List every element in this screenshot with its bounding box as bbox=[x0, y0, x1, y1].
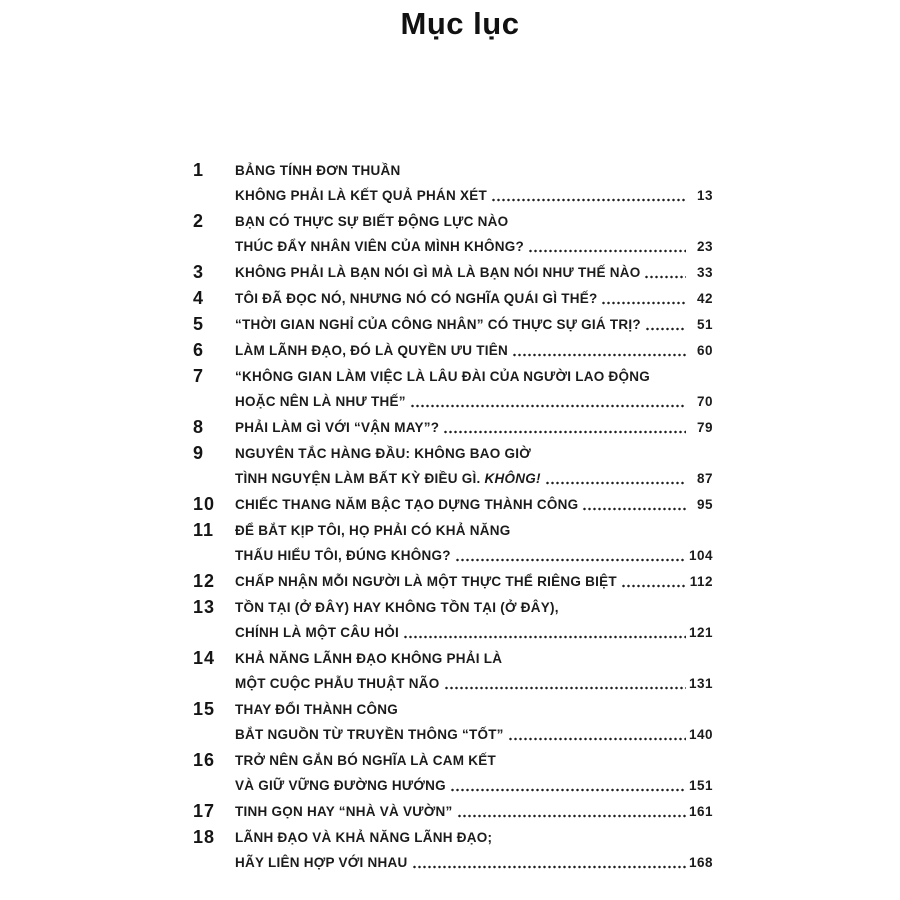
entry-title-line bbox=[235, 338, 713, 363]
entry-title-text: PHẢI LÀM GÌ VỚI “VẬN MAY”? bbox=[235, 420, 440, 435]
chapter-number: 13 bbox=[193, 597, 216, 617]
toc-entry bbox=[193, 697, 713, 747]
page-number: 70 bbox=[696, 394, 713, 409]
entry-title-text: TỒN TẠI (Ở ĐÂY) HAY KHÔNG TỒN TẠI (Ở ĐÂY), bbox=[235, 600, 559, 615]
entry-title-text: KHÔNG PHẢI LÀ KẾT QUẢ PHÁN XÉT bbox=[235, 188, 488, 203]
toc-entry bbox=[193, 364, 713, 414]
entry-title-text: MỘT CUỘC PHẪU THUẬT NÃO bbox=[235, 676, 440, 691]
dot-leader bbox=[444, 671, 686, 696]
toc-entry bbox=[193, 441, 713, 491]
entry-title-line bbox=[235, 722, 713, 747]
toc-entry bbox=[193, 646, 713, 696]
chapter-number: 3 bbox=[193, 262, 205, 282]
entry-title-text: LÃNH ĐẠO VÀ KHẢ NĂNG LÃNH ĐẠO; bbox=[235, 830, 493, 845]
entry-title-text: THẤU HIỂU TÔI, ĐÚNG KHÔNG? bbox=[235, 548, 451, 563]
toc-entry bbox=[193, 415, 713, 440]
entry-title-line bbox=[235, 158, 713, 183]
entry-body bbox=[235, 825, 713, 875]
dot-leader bbox=[582, 492, 686, 517]
entry-title-text: CHIẾC THANG NĂM BẬC TẠO DỰNG THÀNH CÔNG bbox=[235, 497, 579, 512]
entry-title-text: TINH GỌN HAY “NHÀ VÀ VƯỜN” bbox=[235, 804, 453, 819]
toc-entry bbox=[193, 799, 713, 824]
toc-entry bbox=[193, 209, 713, 259]
entry-title-text: KHÔNG PHẢI LÀ BẠN NÓI GÌ MÀ LÀ BẠN NÓI NHƯ THẾ NÀO bbox=[235, 265, 641, 280]
entry-title-line bbox=[235, 183, 713, 208]
entry-title-line bbox=[235, 825, 713, 850]
entry-body bbox=[235, 441, 713, 491]
chapter-number: 8 bbox=[193, 417, 205, 437]
dot-leader bbox=[601, 286, 686, 311]
entry-body bbox=[235, 312, 713, 337]
toc-entry bbox=[193, 595, 713, 645]
entry-body bbox=[235, 158, 713, 208]
entry-title-text: TRỞ NÊN GẮN BÓ NGHĨA LÀ CAM KẾT bbox=[235, 753, 497, 768]
toc-entry bbox=[193, 158, 713, 208]
entry-title-italic-tail: KHÔNG! bbox=[484, 471, 541, 486]
entry-body bbox=[235, 569, 713, 594]
toc-entry bbox=[193, 748, 713, 798]
chapter-number: 12 bbox=[193, 571, 216, 591]
dot-leader bbox=[508, 722, 686, 747]
page-number: 140 bbox=[688, 727, 713, 742]
toc-entry bbox=[193, 569, 713, 594]
entry-title-text: THAY ĐỔI THÀNH CÔNG bbox=[235, 702, 399, 717]
entry-body bbox=[235, 286, 713, 311]
chapter-number: 2 bbox=[193, 211, 205, 231]
entry-body bbox=[235, 338, 713, 363]
entry-body bbox=[235, 595, 713, 645]
toc-entry bbox=[193, 518, 713, 568]
page-number: 104 bbox=[688, 548, 713, 563]
toc-entry bbox=[193, 492, 713, 517]
dot-leader bbox=[528, 234, 686, 259]
chapter-number: 15 bbox=[193, 699, 216, 719]
toc-list bbox=[193, 158, 713, 876]
page-number: 60 bbox=[696, 343, 713, 358]
entry-title-text: HÃY LIÊN HỢP VỚI NHAU bbox=[235, 855, 408, 870]
entry-body bbox=[235, 492, 713, 517]
entry-body bbox=[235, 799, 713, 824]
dot-leader bbox=[443, 415, 686, 440]
entry-title-line bbox=[235, 209, 713, 234]
dot-leader bbox=[410, 389, 686, 414]
chapter-number: 16 bbox=[193, 750, 216, 770]
entry-body bbox=[235, 415, 713, 440]
entry-title-line bbox=[235, 286, 713, 311]
entry-title-line bbox=[235, 620, 713, 645]
entry-body bbox=[235, 260, 713, 285]
entry-title-line bbox=[235, 364, 713, 389]
entry-title-line bbox=[235, 850, 713, 875]
chapter-number: 4 bbox=[193, 288, 205, 308]
entry-title-line bbox=[235, 234, 713, 259]
page-number: 33 bbox=[696, 265, 713, 280]
entry-title-text: KHẢ NĂNG LÃNH ĐẠO KHÔNG PHẢI LÀ bbox=[235, 651, 503, 666]
chapter-number: 6 bbox=[193, 340, 205, 360]
dot-leader bbox=[644, 260, 686, 285]
page-title: Mục lục bbox=[400, 6, 520, 41]
entry-title-text: TÌNH NGUYỆN LÀM BẤT KỲ ĐIỀU GÌ. bbox=[235, 471, 481, 486]
dot-leader bbox=[645, 312, 686, 337]
entry-title-line bbox=[235, 312, 713, 337]
entry-title-text: BẢNG TÍNH ĐƠN THUẦN bbox=[235, 163, 401, 178]
entry-body bbox=[235, 646, 713, 696]
entry-title-line bbox=[235, 697, 713, 722]
toc-entry bbox=[193, 338, 713, 363]
dot-leader bbox=[412, 850, 686, 875]
page-number: 151 bbox=[688, 778, 713, 793]
toc-entry bbox=[193, 825, 713, 875]
entry-body bbox=[235, 364, 713, 414]
dot-leader bbox=[545, 466, 686, 491]
entry-title-text: BẠN CÓ THỰC SỰ BIẾT ĐỘNG LỰC NÀO bbox=[235, 214, 509, 229]
dot-leader bbox=[457, 799, 686, 824]
entry-body bbox=[235, 209, 713, 259]
dot-leader bbox=[491, 183, 686, 208]
dot-leader bbox=[450, 773, 686, 798]
entry-title-text: BẮT NGUỒN TỪ TRUYỀN THÔNG “TỐT” bbox=[235, 727, 504, 742]
entry-title-text: TÔI ĐÃ ĐỌC NÓ, NHƯNG NÓ CÓ NGHĨA QUÁI GÌ THẾ? bbox=[235, 291, 598, 306]
chapter-number: 7 bbox=[193, 366, 205, 386]
toc-entry bbox=[193, 312, 713, 337]
page-number: 23 bbox=[696, 239, 713, 254]
entry-title-line bbox=[235, 748, 713, 773]
page-number: 13 bbox=[696, 188, 713, 203]
entry-title-text: NGUYÊN TẮC HÀNG ĐẦU: KHÔNG BAO GIỜ bbox=[235, 446, 532, 461]
entry-title-text: “KHÔNG GIAN LÀM VIỆC LÀ LÂU ĐÀI CỦA NGƯỜI LAO ĐỘNG bbox=[235, 369, 650, 384]
toc-entry bbox=[193, 286, 713, 311]
entry-title-line bbox=[235, 260, 713, 285]
page-number: 95 bbox=[696, 497, 713, 512]
entry-title-text: ĐỂ BẮT KỊP TÔI, HỌ PHẢI CÓ KHẢ NĂNG bbox=[235, 523, 511, 538]
toc-entry bbox=[193, 260, 713, 285]
entry-title-line bbox=[235, 569, 713, 594]
entry-title-text: LÀM LÃNH ĐẠO, ĐÓ LÀ QUYỀN ƯU TIÊN bbox=[235, 343, 508, 358]
entry-title-text: HOẶC NÊN LÀ NHƯ THẾ” bbox=[235, 394, 406, 409]
chapter-number: 1 bbox=[193, 160, 205, 180]
entry-title-line bbox=[235, 389, 713, 414]
chapter-number: 17 bbox=[193, 801, 216, 821]
dot-leader bbox=[512, 338, 686, 363]
entry-body bbox=[235, 518, 713, 568]
entry-body bbox=[235, 748, 713, 798]
dot-leader bbox=[455, 543, 686, 568]
page-number: 121 bbox=[688, 625, 713, 640]
entry-title-text: “THỜI GIAN NGHỈ CỦA CÔNG NHÂN” CÓ THỰC SỰ GIÁ TRỊ? bbox=[235, 317, 641, 332]
page-number: 168 bbox=[688, 855, 713, 870]
entry-title-line bbox=[235, 799, 713, 824]
entry-title-line bbox=[235, 646, 713, 671]
page-number: 42 bbox=[696, 291, 713, 306]
entry-title-text: VÀ GIỮ VỮNG ĐƯỜNG HƯỚNG bbox=[235, 778, 446, 793]
dot-leader bbox=[621, 569, 686, 594]
entry-body bbox=[235, 697, 713, 747]
entry-title-line bbox=[235, 466, 713, 491]
entry-title-line bbox=[235, 595, 713, 620]
entry-title-line bbox=[235, 518, 713, 543]
chapter-number: 11 bbox=[193, 520, 215, 540]
entry-title-line bbox=[235, 773, 713, 798]
entry-title-line bbox=[235, 415, 713, 440]
entry-title-line bbox=[235, 441, 713, 466]
entry-title-line bbox=[235, 671, 713, 696]
page-number: 112 bbox=[689, 574, 713, 589]
page-number: 87 bbox=[696, 471, 713, 486]
entry-title-line bbox=[235, 543, 713, 568]
page-number: 51 bbox=[696, 317, 713, 332]
page-number: 161 bbox=[688, 804, 713, 819]
chapter-number: 18 bbox=[193, 827, 216, 847]
page-number: 79 bbox=[696, 420, 713, 435]
chapter-number: 14 bbox=[193, 648, 216, 668]
chapter-number: 5 bbox=[193, 314, 205, 334]
dot-leader bbox=[403, 620, 686, 645]
entry-title-line bbox=[235, 492, 713, 517]
chapter-number: 9 bbox=[193, 443, 205, 463]
entry-title-text: THÚC ĐẨY NHÂN VIÊN CỦA MÌNH KHÔNG? bbox=[235, 239, 525, 254]
entry-title-text: CHÍNH LÀ MỘT CÂU HỎI bbox=[235, 625, 399, 640]
entry-title-text: CHẤP NHẬN MỖI NGƯỜI LÀ MỘT THỰC THỂ RIÊNG BIỆT bbox=[235, 574, 617, 589]
chapter-number: 10 bbox=[193, 494, 216, 514]
page-number: 131 bbox=[688, 676, 713, 691]
